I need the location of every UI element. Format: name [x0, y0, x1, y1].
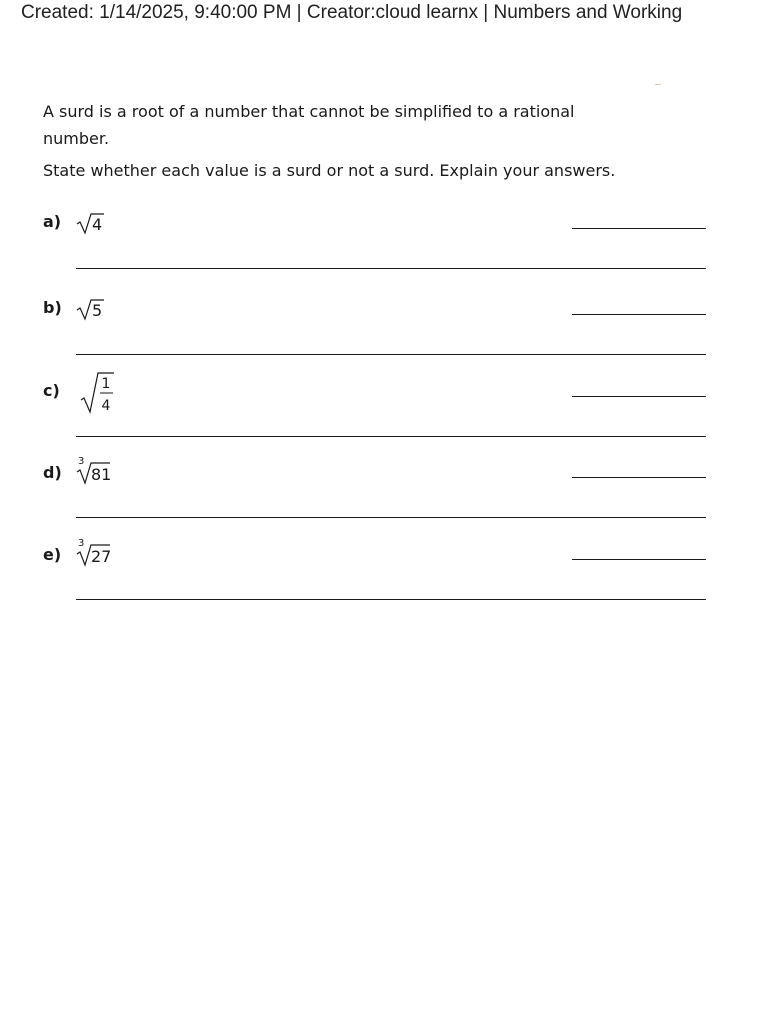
- question-e-expression: [76, 534, 126, 570]
- question-d-expression: [76, 452, 126, 488]
- question-c-answer-line[interactable]: [572, 396, 706, 397]
- question-b-expression: [76, 294, 116, 324]
- question-instruction: State whether each value is a surd or not a surd. Explain your answers.: [43, 161, 616, 180]
- question-d-radicand: 81: [91, 465, 112, 484]
- question-e-root-index: 3: [78, 538, 85, 549]
- question-d-answer-line[interactable]: [572, 477, 706, 478]
- question-e-explanation-line[interactable]: [76, 599, 706, 600]
- question-d-label: d): [43, 463, 62, 482]
- question-c-explanation-line[interactable]: [76, 436, 706, 437]
- question-a-explanation-line[interactable]: [76, 268, 706, 269]
- question-e-label: e): [43, 545, 62, 564]
- question-e-answer-line[interactable]: [572, 559, 706, 560]
- question-d-root-index: 3: [78, 456, 85, 467]
- question-a-radicand: 4: [92, 215, 103, 234]
- surd-definition: A surd is a root of a number that cannot be simplified to a rational number.: [43, 102, 575, 148]
- question-a-answer-line[interactable]: [572, 228, 706, 229]
- question-b-radicand: 5: [92, 301, 103, 320]
- question-b-explanation-line[interactable]: [76, 354, 706, 355]
- question-c-denominator: 4: [101, 398, 111, 414]
- question-c-label: c): [43, 381, 60, 400]
- decorative-mark: [655, 84, 661, 85]
- question-d-explanation-line[interactable]: [76, 517, 706, 518]
- question-a-expression: [76, 208, 116, 238]
- question-e-radicand: 27: [91, 547, 112, 566]
- question-c-numerator: 1: [101, 376, 111, 392]
- question-b-label: b): [43, 298, 62, 317]
- document-header: Created: 1/14/2025, 9:40:00 PM | Creator:cloud learnx | Numbers and Working: [21, 2, 683, 23]
- question-a-label: a): [43, 212, 62, 231]
- question-b-answer-line[interactable]: [572, 314, 706, 315]
- question-c-expression: [76, 370, 116, 416]
